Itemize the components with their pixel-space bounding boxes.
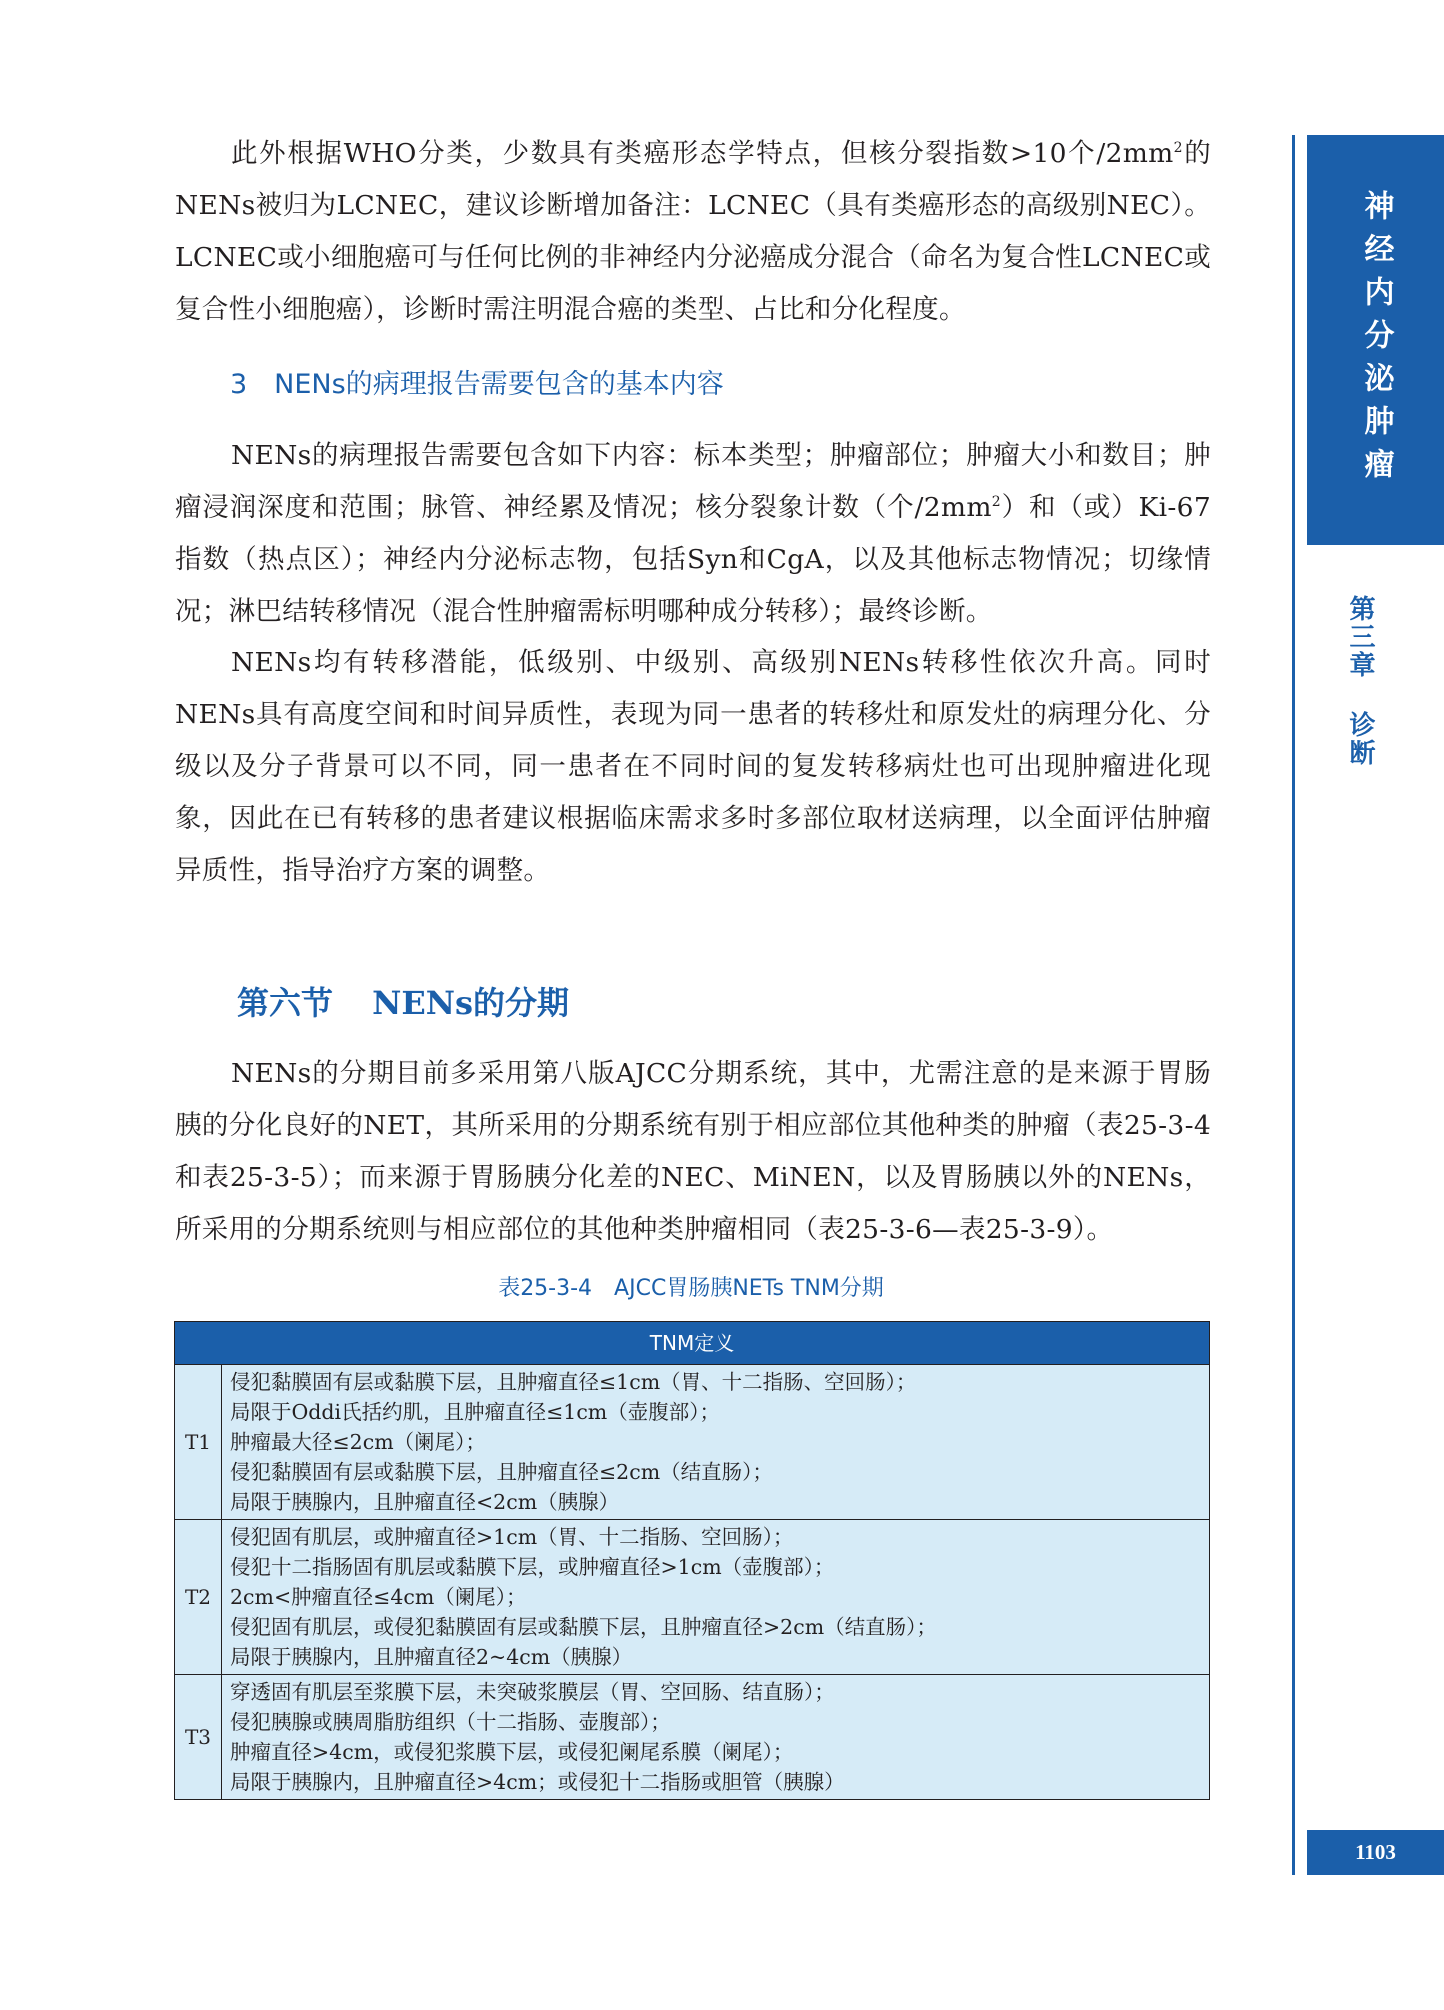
paragraph-report-contents: NENs的病理报告需要包含如下内容：标本类型；肿瘤部位；肿瘤大小和数目；肿瘤浸润深度和范围；脉管、神经累及情况；核分裂象计数（个$/2mm^2$）和（或）Ki-67指数（热点区）；神经内分泌标志物，包括Syn和CgA，以及其他标志物情况；切缘情况；淋巴结转移情况（混合性肿瘤需标明哪种成分转移）；最终诊断。 (175, 440, 1211, 627)
stage-cell: T1 (175, 1365, 222, 1520)
definition-line: 局限于胰腺内，且肿瘤直径<2cm（胰腺） (230, 1490, 620, 1514)
stage-cell: T3 (175, 1675, 222, 1800)
table-caption: 表25-3-4 AJCC胃肠胰NETs TNM分期 (498, 1276, 884, 1301)
stage-cell: T2 (175, 1520, 222, 1675)
definition-line: 侵犯胰腺或胰周脂肪组织（十二指肠、壶腹部）； (230, 1710, 671, 1734)
sidebar-chapter-label: 第三章 诊断 (1345, 595, 1375, 767)
definition-line: 侵犯固有肌层，或肿瘤直径>1cm（胃、十二指肠、空回肠）； (230, 1525, 794, 1549)
definition-line: 局限于胰腺内，且肿瘤直径>4cm；或侵犯十二指肠或胆管（胰腺） (230, 1770, 845, 1794)
definition-line: 侵犯固有肌层，或侵犯黏膜固有层或黏膜下层，且肿瘤直径>2cm（结直肠）； (230, 1615, 937, 1639)
definition-line: 侵犯黏膜固有层或黏膜下层，且肿瘤直径≤2cm（结直肠）； (230, 1460, 773, 1484)
subheading-pathology-report: 3 NENs的病理报告需要包含的基本内容 (230, 369, 724, 400)
definition-line: 局限于胰腺内，且肿瘤直径2~4cm（胰腺） (230, 1645, 633, 1669)
definition-cell (222, 1365, 1210, 1520)
definition-cell (222, 1520, 1210, 1675)
table-row (175, 1520, 1210, 1675)
page-number: 1103 (1307, 1830, 1444, 1875)
tnm-table (174, 1321, 1210, 1800)
table-row (175, 1675, 1210, 1800)
paragraph-who-classification: 此外根据WHO分类，少数具有类癌形态学特点，但核分裂指数>10个$/2mm^2$的NENs被归为LCNEC，建议诊断增加备注：LCNEC（具有类癌形态的高级别NEC）。LCNEC或小细胞癌可与任何比例的非神经内分泌癌成分混合（命名为复合性LCNEC或复合性小细胞癌），诊断时需注明混合癌的类型、占比和分化程度。 (175, 138, 1211, 325)
definition-line: 穿透固有肌层至浆膜下层，未突破浆膜层（胃、空回肠、结直肠）； (230, 1680, 835, 1704)
section-title: 第六节 NENs的分期 (237, 984, 570, 1022)
table-row (175, 1365, 1210, 1520)
definition-line: 局限于Oddi氏括约肌，且肿瘤直径≤1cm（壶腹部）； (230, 1400, 720, 1424)
definition-cell (222, 1675, 1210, 1800)
sidebar-rule (1292, 135, 1295, 1875)
paragraph-staging: NENs的分期目前多采用第八版AJCC分期系统，其中，尤需注意的是来源于胃肠胰的分化良好的NET，其所采用的分期系统有别于相应部位其他种类的肿瘤（表25-3-4和表25-3-5）；而来源于胃肠胰分化差的NEC、MiNEN，以及胃肠胰以外的NENs，所采用的分期系统则与相应部位的其他种类肿瘤相同（表25-3-6—表25-3-9）。 (175, 1058, 1211, 1245)
definition-line: 肿瘤最大径≤2cm（阑尾）； (230, 1430, 486, 1454)
sidebar-book-title: 神经内分泌肿瘤 (1307, 135, 1444, 545)
definition-line: 肿瘤直径>4cm，或侵犯浆膜下层，或侵犯阑尾系膜（阑尾）； (230, 1740, 794, 1764)
definition-line: 2cm<肿瘤直径≤4cm（阑尾）； (230, 1585, 527, 1609)
definition-line: 侵犯十二指肠固有肌层或黏膜下层，或肿瘤直径>1cm（壶腹部）； (230, 1555, 835, 1579)
definition-line: 侵犯黏膜固有层或黏膜下层，且肿瘤直径≤1cm（胃、十二指肠、空回肠）； (230, 1370, 917, 1394)
table-header: TNM定义 (175, 1322, 1210, 1365)
paragraph-metastasis: NENs均有转移潜能，低级别、中级别、高级别NENs转移性依次升高。同时NENs具有高度空间和时间异质性，表现为同一患者的转移灶和原发灶的病理分化、分级以及分子背景可以不同，同一患者在不同时间的复发转移病灶也可出现肿瘤进化现象，因此在已有转移的患者建议根据临床需求多时多部位取材送病理，以全面评估肿瘤异质性，指导治疗方案的调整。 (175, 647, 1211, 886)
